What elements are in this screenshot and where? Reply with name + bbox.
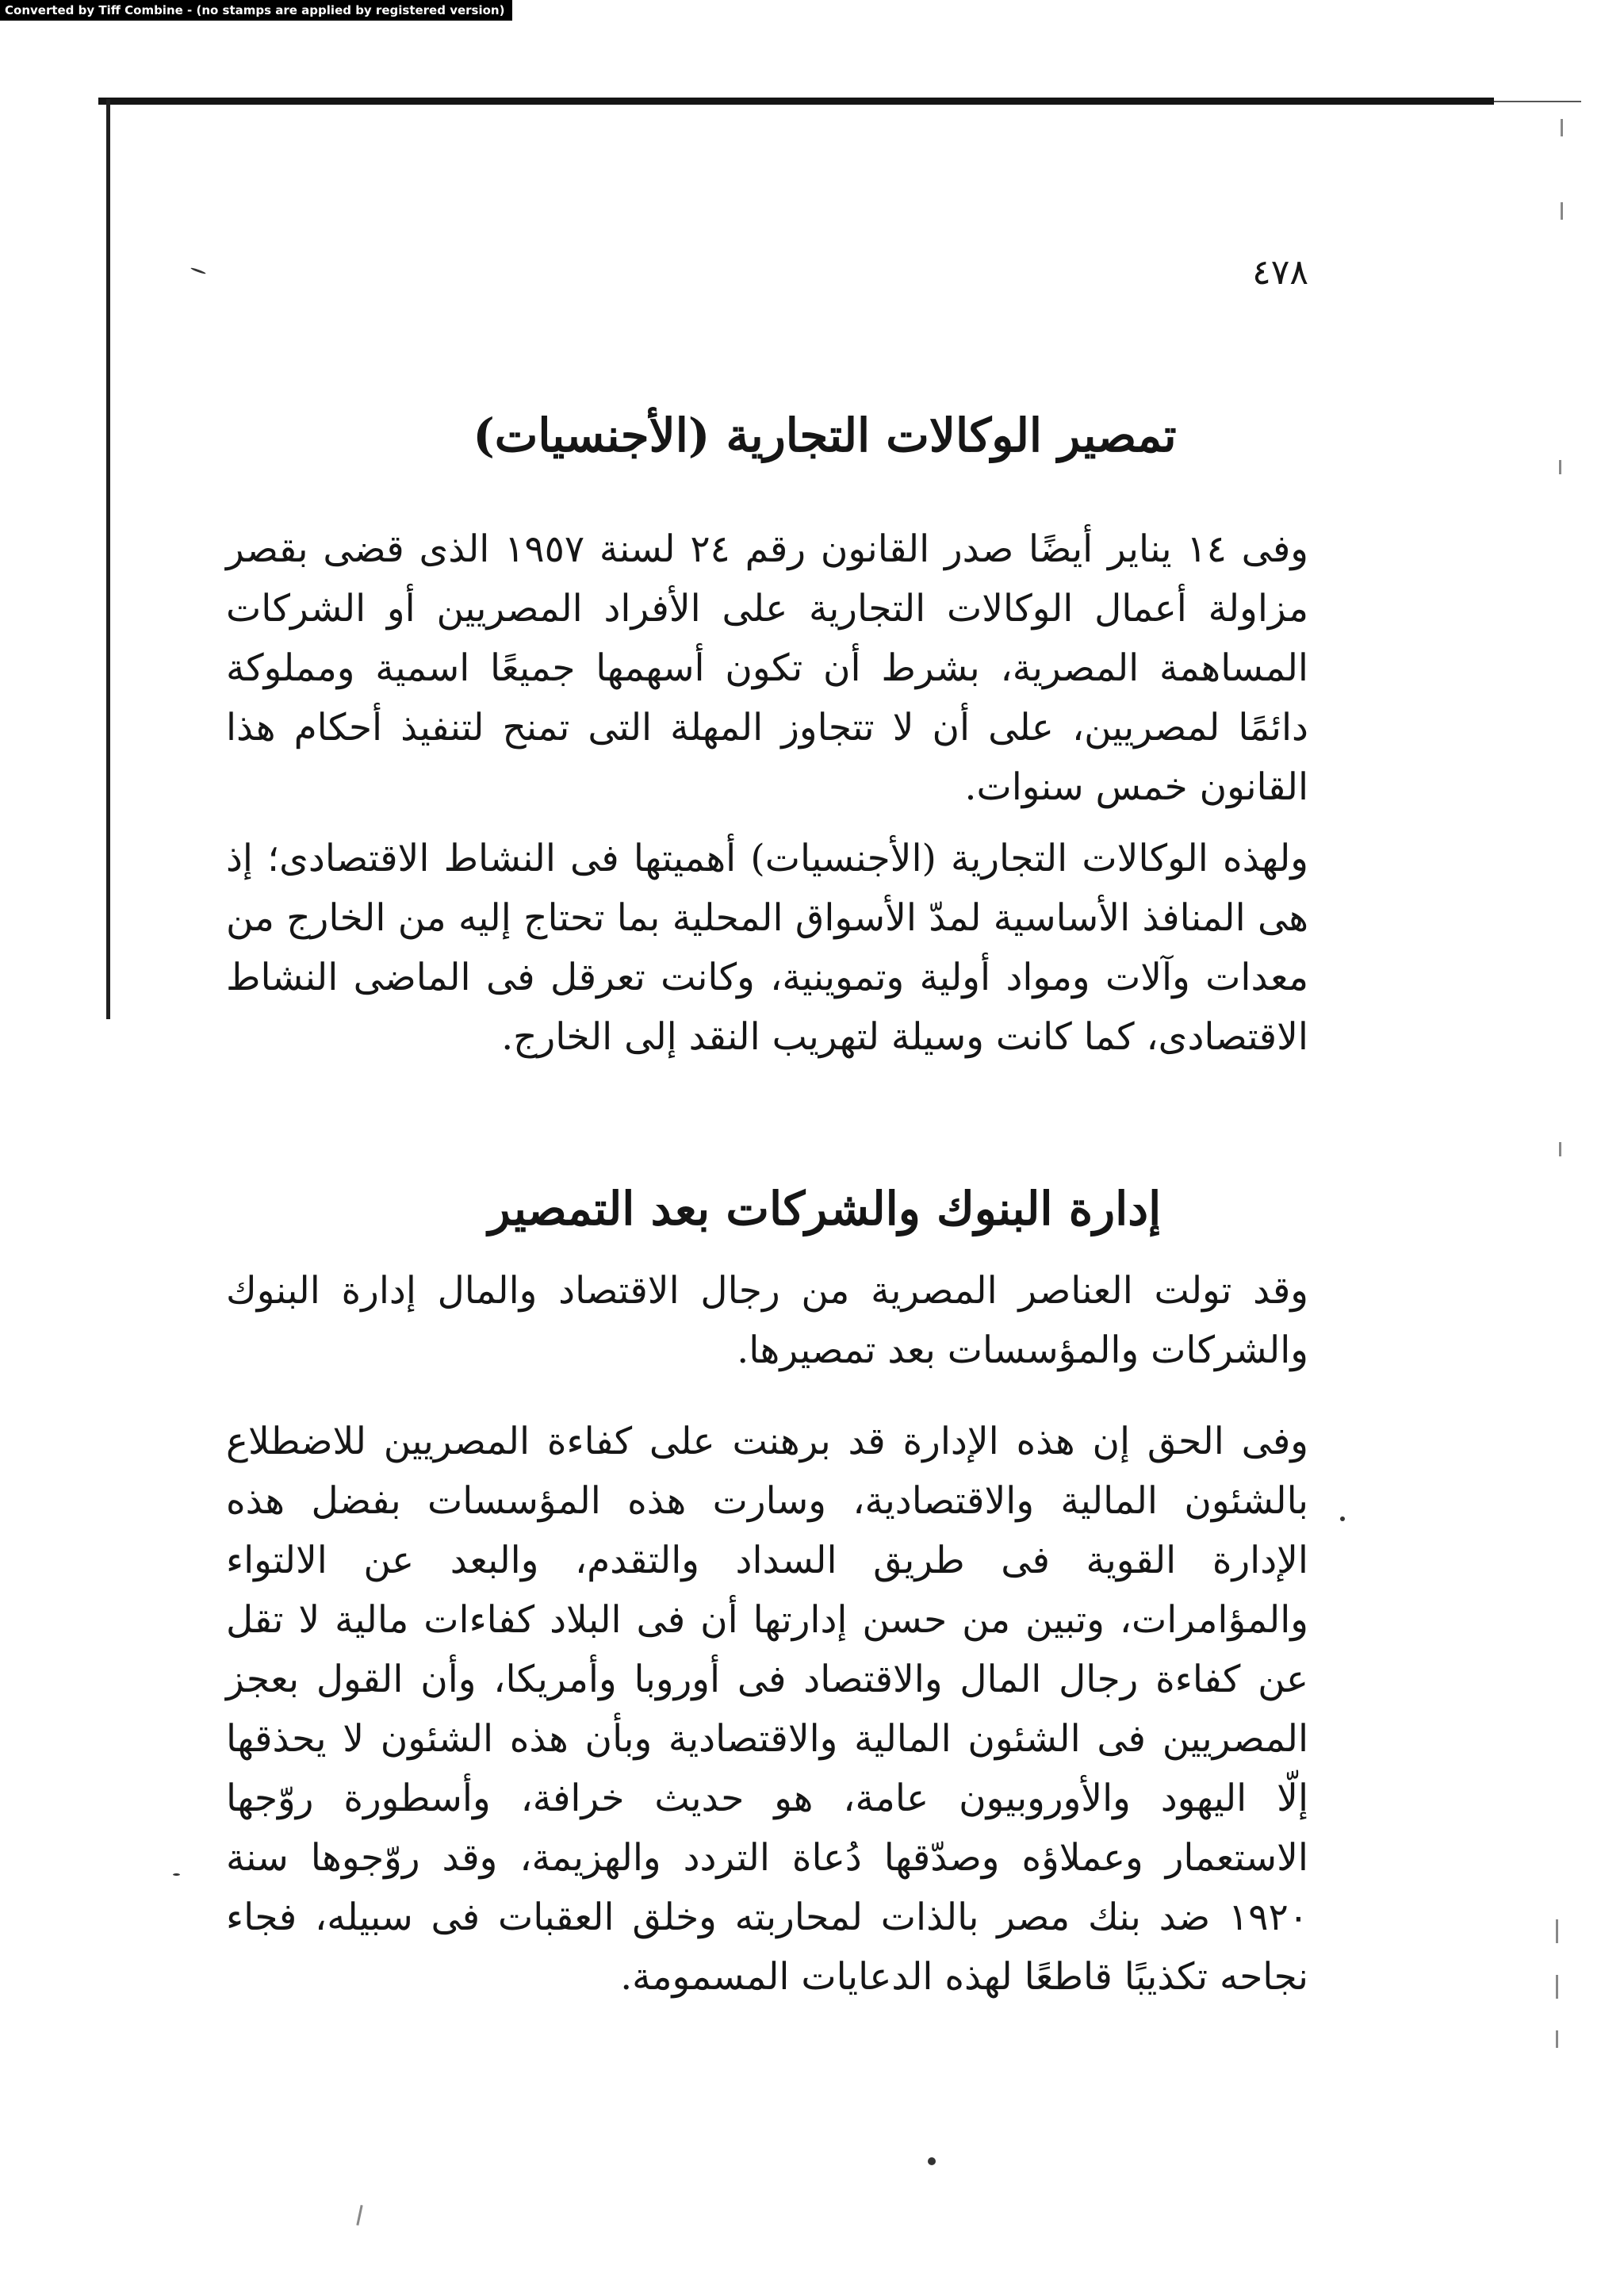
margin-tick-mark [1559, 1142, 1561, 1156]
section-heading-bank-management: إدارة البنوك والشركات بعد التمصير [488, 1182, 1162, 1236]
paragraph-commercial-agencies-law: وفى ١٤ يناير أيضًا صدر القانون رقم ٢٤ لسنة ١٩٥٧ الذى قضى بقصر مزاولة أعمال الوكالات التجارية على الأفراد المصريين أو الشركات المساهمة المصرية، بشرط أن تكون أسهمها جميعًا اسمية ومملوكة دائمًا لمصريين، على أن لا تتجاوز المهلة التى تمنح لتنفيذ أحكام هذا القانون خمس سنوات. [226, 527, 1309, 809]
margin-tick-mark [356, 2205, 362, 2226]
section-heading-commercial-agencies: تمصير الوكالات التجارية (الأجنسيات) [473, 408, 1177, 462]
margin-tick-mark [1561, 119, 1563, 136]
margin-tick-mark [1559, 460, 1561, 474]
scan-speck [928, 2157, 936, 2165]
paragraph-management-competence: وفى الحق إن هذه الإدارة قد برهنت على كفاءة المصريين للاضطلاع بالشئون المالية والاقتصادية، وسارت هذه المؤسسات بفضل هذه الإدارة القوية فى طريق السداد والتقدم، والبعد عن الالتواء والمؤامرات، وتبين من حسن إدارتها أن فى البلاد كفاءات مالية لا تقل عن كفاءة رجال المال والاقتصاد فى أوروبا وأمريكا، وأن القول بعجز المصريين فى الشئون المالية والاقتصادية وبأن هذه الشئون لا يحذقها إلّا اليهود والأوروبيون عامة، هو حديث خرافة، وأسطورة روّجها الاستعمار وعملاؤه وصدّقها دُعاة التردد والهزيمة، وقد روّجوها سنة ١٩٢٠ ضد بنك مصر بالذات لمحاربته وخلق العقبات فى سبيله، فجاء نجاحه تكذيبًا قاطعًا لهذه الدعايات المسمومة. [226, 1420, 1308, 1999]
page-number: ٤٧٨ [1252, 252, 1308, 293]
margin-tick-mark [1556, 1919, 1558, 1943]
margin-tick-mark [1556, 1975, 1558, 1999]
margin-tick-mark [1556, 2030, 1558, 2048]
margin-tick-mark [1561, 202, 1563, 220]
scan-speck [173, 1873, 180, 1876]
paragraph-commercial-agencies-importance: ولهذه الوكالات التجارية (الأجنسيات) أهميتها فى النشاط الاقتصادى؛ إذ هى المنافذ الأساسية لمدّ الأسواق المحلية بما تحتاج إليه من الخارج من معدات وآلات ومواد أولية وتموينية، وكانت تعرقل فى الماضى النشاط الاقتصادى، كما كانت وسيلة لتهريب النقد إلى الخارج. [226, 837, 1308, 1059]
scan-frame-left-rule [106, 99, 110, 1019]
scan-frame-top-rule [98, 98, 1494, 105]
paragraph-egyptian-management: وقد تولت العناصر المصرية من رجال الاقتصاد والمال إدارة البنوك والشركات والمؤسسات بعد تمصيرها. [226, 1269, 1308, 1372]
scan-speck [190, 267, 206, 275]
scan-speck [1340, 1516, 1345, 1521]
converter-banner: Converted by Tiff Combine - (no stamps are applied by registered version) [0, 0, 512, 21]
scan-frame-top-rule-extension [1494, 101, 1581, 102]
